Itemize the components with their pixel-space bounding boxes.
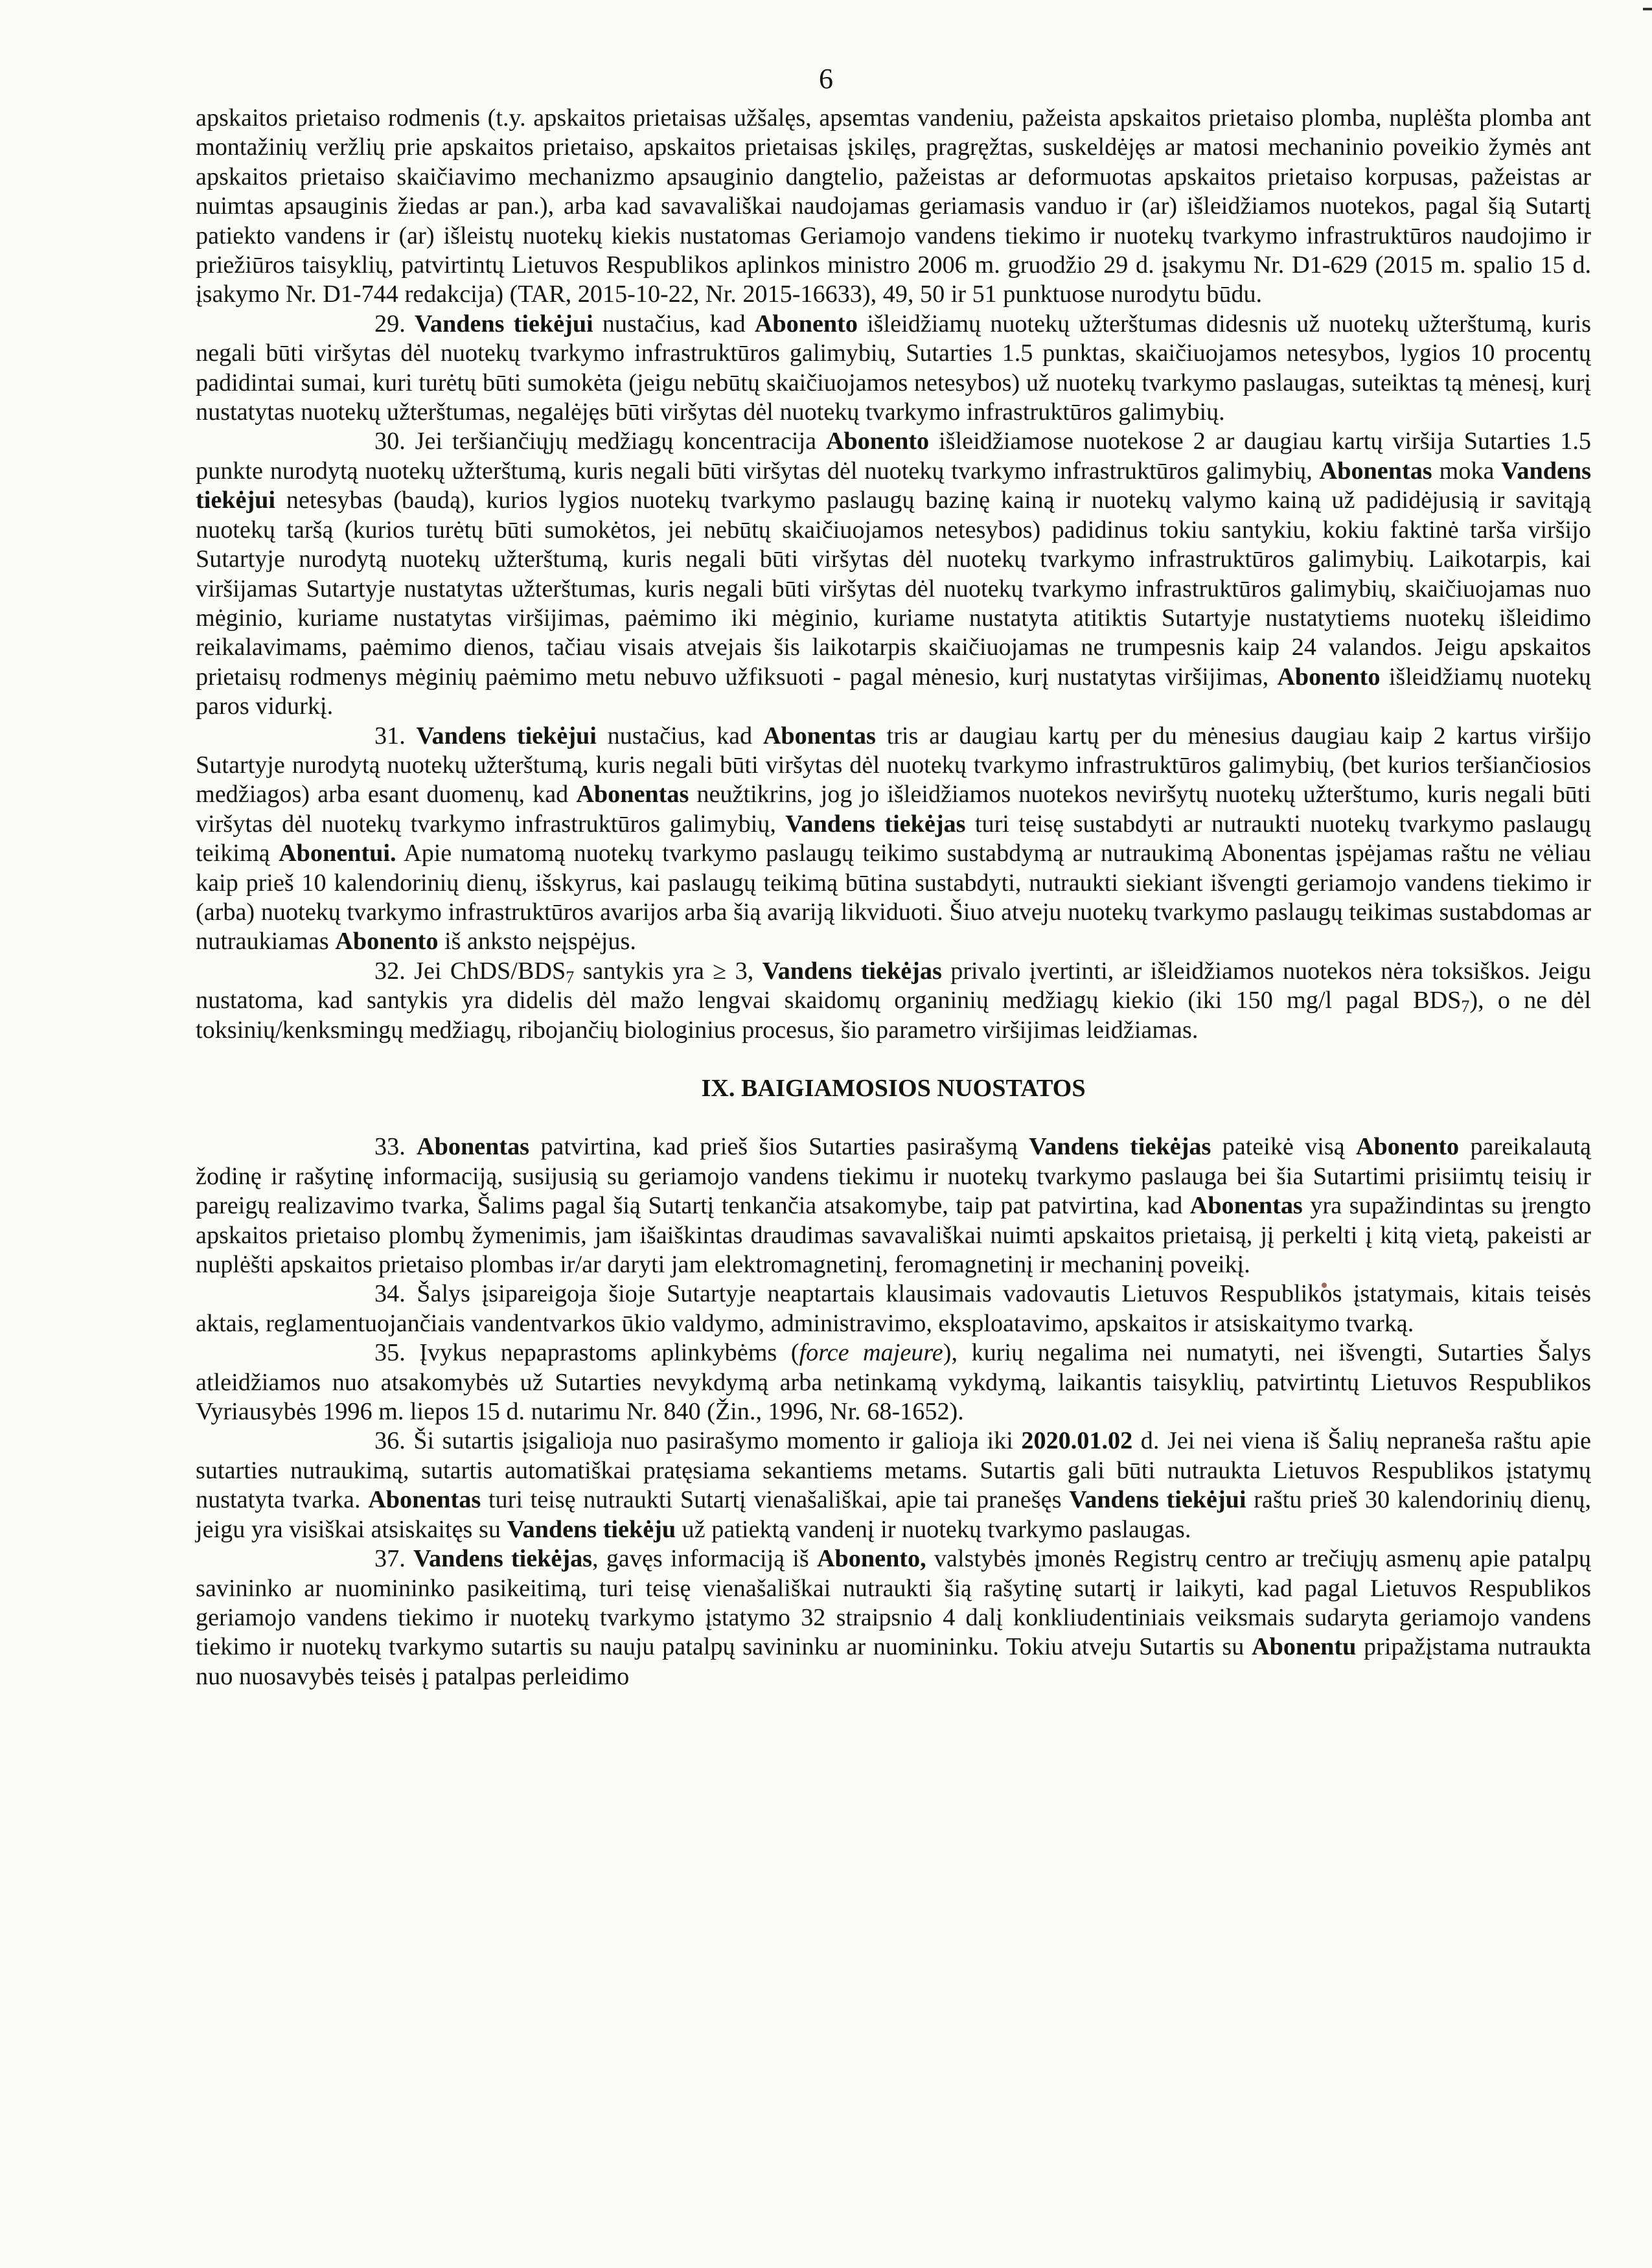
paragraph-35: 35. Įvykus nepaprastoms aplinkybėms (force majeure), kurių negalima nei numatyti, nei išvengti, Sutarties Šalys atleidžiamos nuo atsakomybės už Sutarties nevykdymą arba netinkamą vykdymą, laikantis taisyklių, patvirtintų Lietuvos Respublikos Vyriausybės 1996 m. liepos 15 d. nutarimu Nr. 840 (Žin., 1996, Nr. 68-1652). [196,1339,1592,1426]
page-number: 6 [819,63,833,95]
paragraph-continuation: apskaitos prietaiso rodmenis (t.y. apskaitos prietaisas užšalęs, apsemtas vandeniu, pažeista apskaitos prietaiso plomba, nuplėšta plomba ant montažinių veržlių prie apskaitos prietaiso, apskaitos prietaisas įskilęs, pragręžtas, suskeldėjęs ar matosi mechaninio poveikio žymės ant apskaitos prietaiso skaičiavimo mechanizmo apsauginio dangtelio, pažeistas ar deformuotas apskaitos prietaiso korpusas, pažeistas ar nuimtas apsauginis žiedas ar pan.), arba kad savavališkai naudojamas geriamasis vanduo ir (ar) išleidžiamos nuotekos, pagal šią Sutartį patiekto vandens ir (ar) išleistų nuotekų kiekis nustatomas Geriamojo vandens tiekimo ir nuotekų tvarkymo infrastruktūros naudojimo ir priežiūros taisyklių, patvirtintų Lietuvos Respublikos aplinkos ministro 2006 m. gruodžio 29 d. įsakymu Nr. D1-629 (2015 m. spalio 15 d. įsakymo Nr. D1-744 redakcija) (TAR, 2015-10-22, Nr. 2015-16633), 49, 50 ir 51 punktuose nurodytu būdu. [196,104,1591,308]
paragraph-32: 32. Jei ChDS/$BDS_7$ santykis yra ≥ 3, Vandens tiekėjas privalo įvertinti, ar išleidžiamos nuotekos nėra toksiškos. Jeigu nustatoma, kad santykis yra didelis dėl mažo lengvai skaidomų organinių medžiagų kiekio (iki 150 mg/l pagal $BDS_7$), o ne dėl toksinių/kenksmingų medžiagų, ribojančių biologinius procesus, šio parametro viršijimas leidžiamas. [196,957,1592,1044]
document-body [196,104,1591,1691]
paragraph-31: 31. Vandens tiekėjui nustačius, kad Abonentas tris ar daugiau kartų per du mėnesius daugiau kaip 2 kartus viršijo Sutartyje nurodytą nuotekų užterštumą, kuris negali būti viršytas dėl nuotekų tvarkymo infrastruktūros galimybių, (bet kurios teršiančiosios medžiagos) arba esant duomenų, kad Abonentas neužtikrins, jog jo išleidžiamos nuotekos neviršytų nuotekų užterštumo, kuris negali būti viršytas dėl nuotekų tvarkymo infrastruktūros galimybių, Vandens tiekėjas turi teisę sustabdyti ar nutraukti nuotekų tvarkymo paslaugų teikimą Abonentui. Apie numatomą nuotekų tvarkymo paslaugų teikimo sustabdymą ar nutraukimą Abonentas įspėjamas raštu ne vėliau kaip prieš 10 kalendorinių dienų, išskyrus, kai paslaugų teikimą būtina sustabdyti, nutraukti siekiant išvengti geriamojo vandens tiekimo ir (arba) nuotekų tvarkymo infrastruktūros avarijos arba šią avariją likviduoti. Šiuo atveju nuotekų tvarkymo paslaugų teikimas sustabdomas ar nutraukiamas Abonento iš anksto neįspėjus. [196,722,1592,956]
paragraph-29: 29. Vandens tiekėjui nustačius, kad Abonento išleidžiamų nuotekų užterštumas didesnis už nuotekų užterštumą, kuris negali būti viršytas dėl nuotekų tvarkymo infrastruktūros galimybių, Sutarties 1.5 punktas, skaičiuojamos netesybos, lygios 10 procentų padidintai sumai, kuri turėtų būti sumokėta (jeigu nebūtų skaičiuojamos netesybos) už nuotekų tvarkymo paslaugas, suteiktas tą mėnesį, kurį nustatytas nuotekų užterštumas, negalėjęs būti viršytas dėl nuotekų tvarkymo infrastruktūros galimybių. [196,310,1592,426]
section-heading: IX. BAIGIAMOSIOS NUOSTATOS [701,1075,1086,1102]
paragraph-37: 37. Vandens tiekėjas, gavęs informaciją iš Abonento, valstybės įmonės Registrų centro ar trečiųjų asmenų apie patalpų savininko ar nuomininko pasikeitimą, turi teisę vienašališkai nutraukti šią rašytinę sutartį ir laikyti, kad pagal Lietuvos Respublikos geriamojo vandens tiekimo ir nuotekų tvarkymo įstatymo 32 straipsnio 4 dalį konkliudentiniais veiksmais sudaryta geriamojo vandens tiekimo ir nuotekų tvarkymo sutartis su nauju patalpų savininku ar nuomininku. Tokiu atveju Sutartis su Abonentu pripažįstama nutraukta nuo nuosavybės teisės į patalpas perleidimo [196,1545,1592,1690]
paragraph-36: 36. Ši sutartis įsigalioja nuo pasirašymo momento ir galioja iki 2020.01.02 d. Jei nei viena iš Šalių nepraneša raštu apie sutarties nutraukimą, sutartis automatiškai pratęsiama sekantiems metams. Sutartis gali būti nutraukta Lietuvos Respublikos įstatymų nustatyta tvarka. Abonentas turi teisę nutraukti Sutartį vienašališkai, apie tai pranešęs Vandens tiekėjui raštu prieš 30 kalendorinių dienų, jeigu yra visiškai atsiskaitęs su Vandens tiekėju už patiektą vandenį ir nuotekų tvarkymo paslaugas. [196,1427,1592,1543]
scan-edge-mark [1643,8,1652,10]
paragraph-30: 30. Jei teršiančiųjų medžiagų koncentracija Abonento išleidžiamose nuotekose 2 ar daugiau kartų viršija Sutarties 1.5 punkte nurodytą nuotekų užterštumą, kuris negali būti viršytas dėl nuotekų tvarkymo infrastruktūros galimybių, Abonentas moka Vandens tiekėjui netesybas (baudą), kurios lygios nuotekų tvarkymo paslaugų bazinę kainą ir nuotekų valymo kainą už padidėjusią ir savitąją nuotekų taršą (kurios turėtų būti sumokėtos, jei nebūtų skaičiuojamos netesybos) padidinus tokiu santykiu, kokiu faktinė tarša viršijo Sutartyje nurodytą nuotekų užterštumą, kuris negali būti viršytas dėl nuotekų tvarkymo infrastruktūros galimybių. Laikotarpis, kai viršijamas Sutartyje nustatytas užterštumas, kuris negali būti viršytas dėl nuotekų tvarkymo infrastruktūros galimybių, skaičiuojamas nuo mėginio, kuriame nustatytas viršijimas, paėmimo iki mėginio, kuriame nustatyta atitiktis Sutartyje nustatytiems nuotekų išleidimo reikalavimams, paėmimo dienos, tačiau visais atvejais šis laikotarpis skaičiuojamas ne trumpesnis kaip 24 valandos. Jeigu apskaitos prietaisų rodmenys mėginių paėmimo metu nebuvo užfiksuoti - pagal mėnesio, kurį nustatytas viršijimas, Abonento išleidžiamų nuotekų paros vidurkį. [196,428,1592,720]
paragraph-34: 34. Šalys įsipareigoja šioje Sutartyje neaptartais klausimais vadovautis Lietuvos Respublikos įstatymais, kitais teisės aktais, reglamentuojančiais vandentvarkos ūkio valdymo, administravimo, eksploatavimo, apskaitos ir atsiskaitymo tvarką. [196,1280,1591,1337]
paragraph-33: 33. Abonentas patvirtina, kad prieš šios Sutarties pasirašymą Vandens tiekėjas pateikė visą Abonento pareikalautą žodinę ir rašytinę informaciją, susijusią su geriamojo vandens tiekimu ir nuotekų tvarkymo paslauga bei šia Sutartimi prisiimtų teisių ir pareigų realizavimo tvarka, Šalims pagal šią Sutartį tenkančia atsakomybe, taip pat patvirtina, kad Abonentas yra supažindintas su įrengto apskaitos prietaiso plombų žymenimis, jam išaiškintas draudimas savavališkai nuimti apskaitos prietaisą, jį perkelti į kitą vietą, pakeisti ar nuplėšti apskaitos prietaiso plombas ir/ar daryti jam elektromagnetinį, feromagnetinį ir mechaninį poveikį. [196,1133,1592,1279]
